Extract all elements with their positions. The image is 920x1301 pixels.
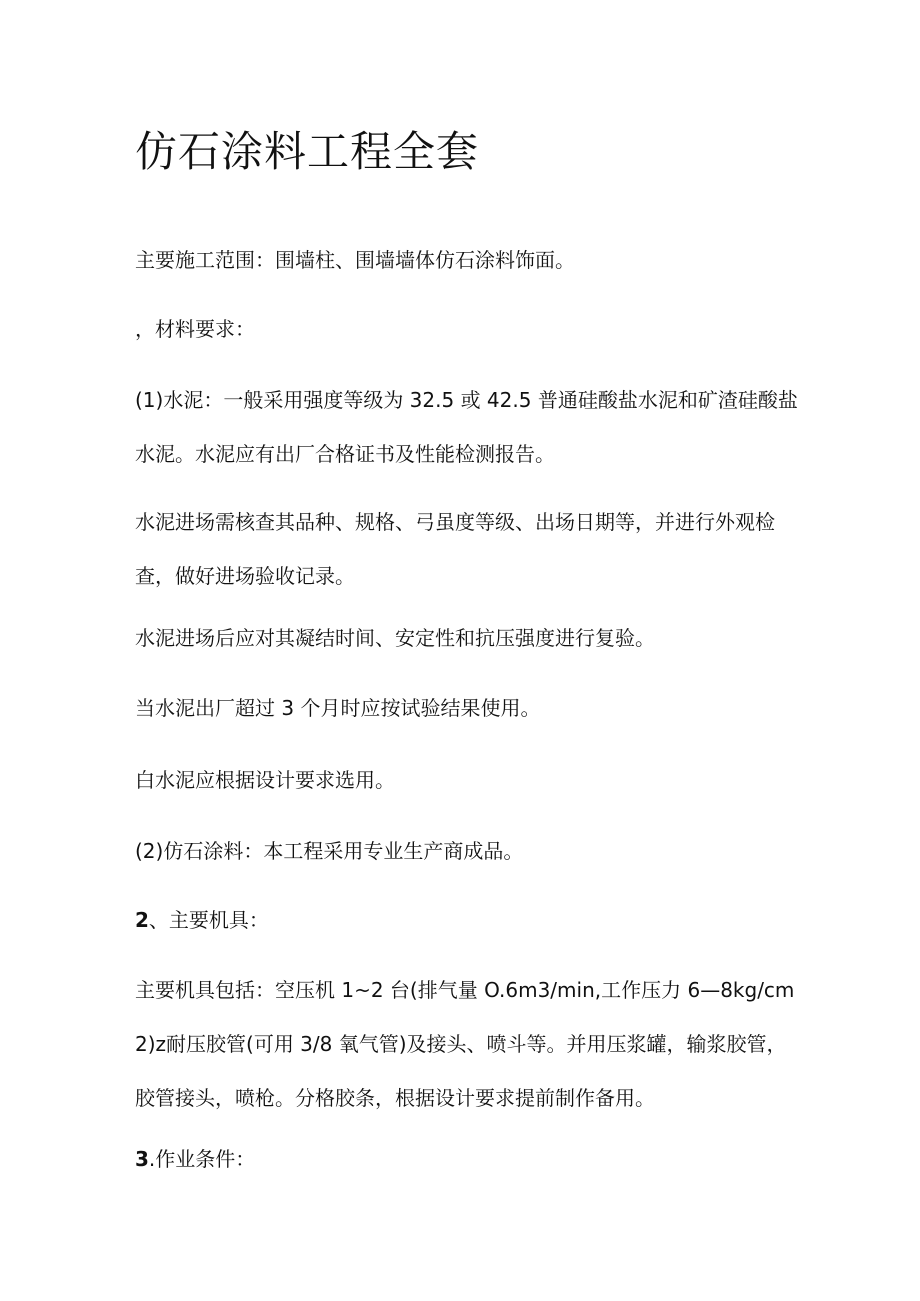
document-title: 仿石涂料工程全套 bbox=[135, 127, 480, 176]
paragraph-main-tools: 主要机具包括：空压机 1~2 台(排气量 O.6m3/min,工作压力 6—8kg/cm2)z耐压胶管(可用 3/8 氧气管)及接头、喷斗等。并用压浆罐，输浆胶管，胶管接头，喷枪。分格胶条，根据设计要求提前制作备用。 bbox=[135, 978, 795, 1110]
paragraph-cement-expiry: 当水泥出厂超过 3 个月时应按试验结果使用。 bbox=[135, 696, 541, 720]
paragraph-white-cement: 白水泥应根据设计要求选用。 bbox=[135, 768, 395, 792]
paragraph-cement: (1)水泥：一般采用强度等级为 32.5 或 42.5 普通硅酸盐水泥和矿渣硅酸盐水泥。水泥应有出厂合格证书及性能检测报告。 bbox=[135, 388, 798, 466]
section-heading-work-conditions bbox=[135, 1132, 800, 1186]
paragraph-cement-retest: 水泥进场后应对其凝结时间、安定性和抗压强度进行复验。 bbox=[135, 626, 655, 650]
paragraph-construction-scope: 主要施工范围：围墙柱、围墙墙体仿石涂料饰面。 bbox=[135, 248, 575, 272]
section-number: 3 bbox=[135, 1147, 149, 1171]
paragraph-stone-paint: (2)仿石涂料：本工程采用专业生产商成品。 bbox=[135, 839, 524, 863]
section-heading-text: .作业条件： bbox=[148, 1147, 256, 1171]
paragraph-material-requirements: ，材料要求： bbox=[135, 317, 255, 341]
section-heading-main-tools bbox=[135, 893, 800, 947]
section-number: 2 bbox=[135, 908, 149, 932]
section-heading-text: 、主要机具： bbox=[148, 908, 269, 932]
paragraph-cement-inspection: 水泥进场需核查其品种、规格、弓虽度等级、出场日期等，并进行外观检查，做好进场验收记录。 bbox=[135, 510, 775, 588]
